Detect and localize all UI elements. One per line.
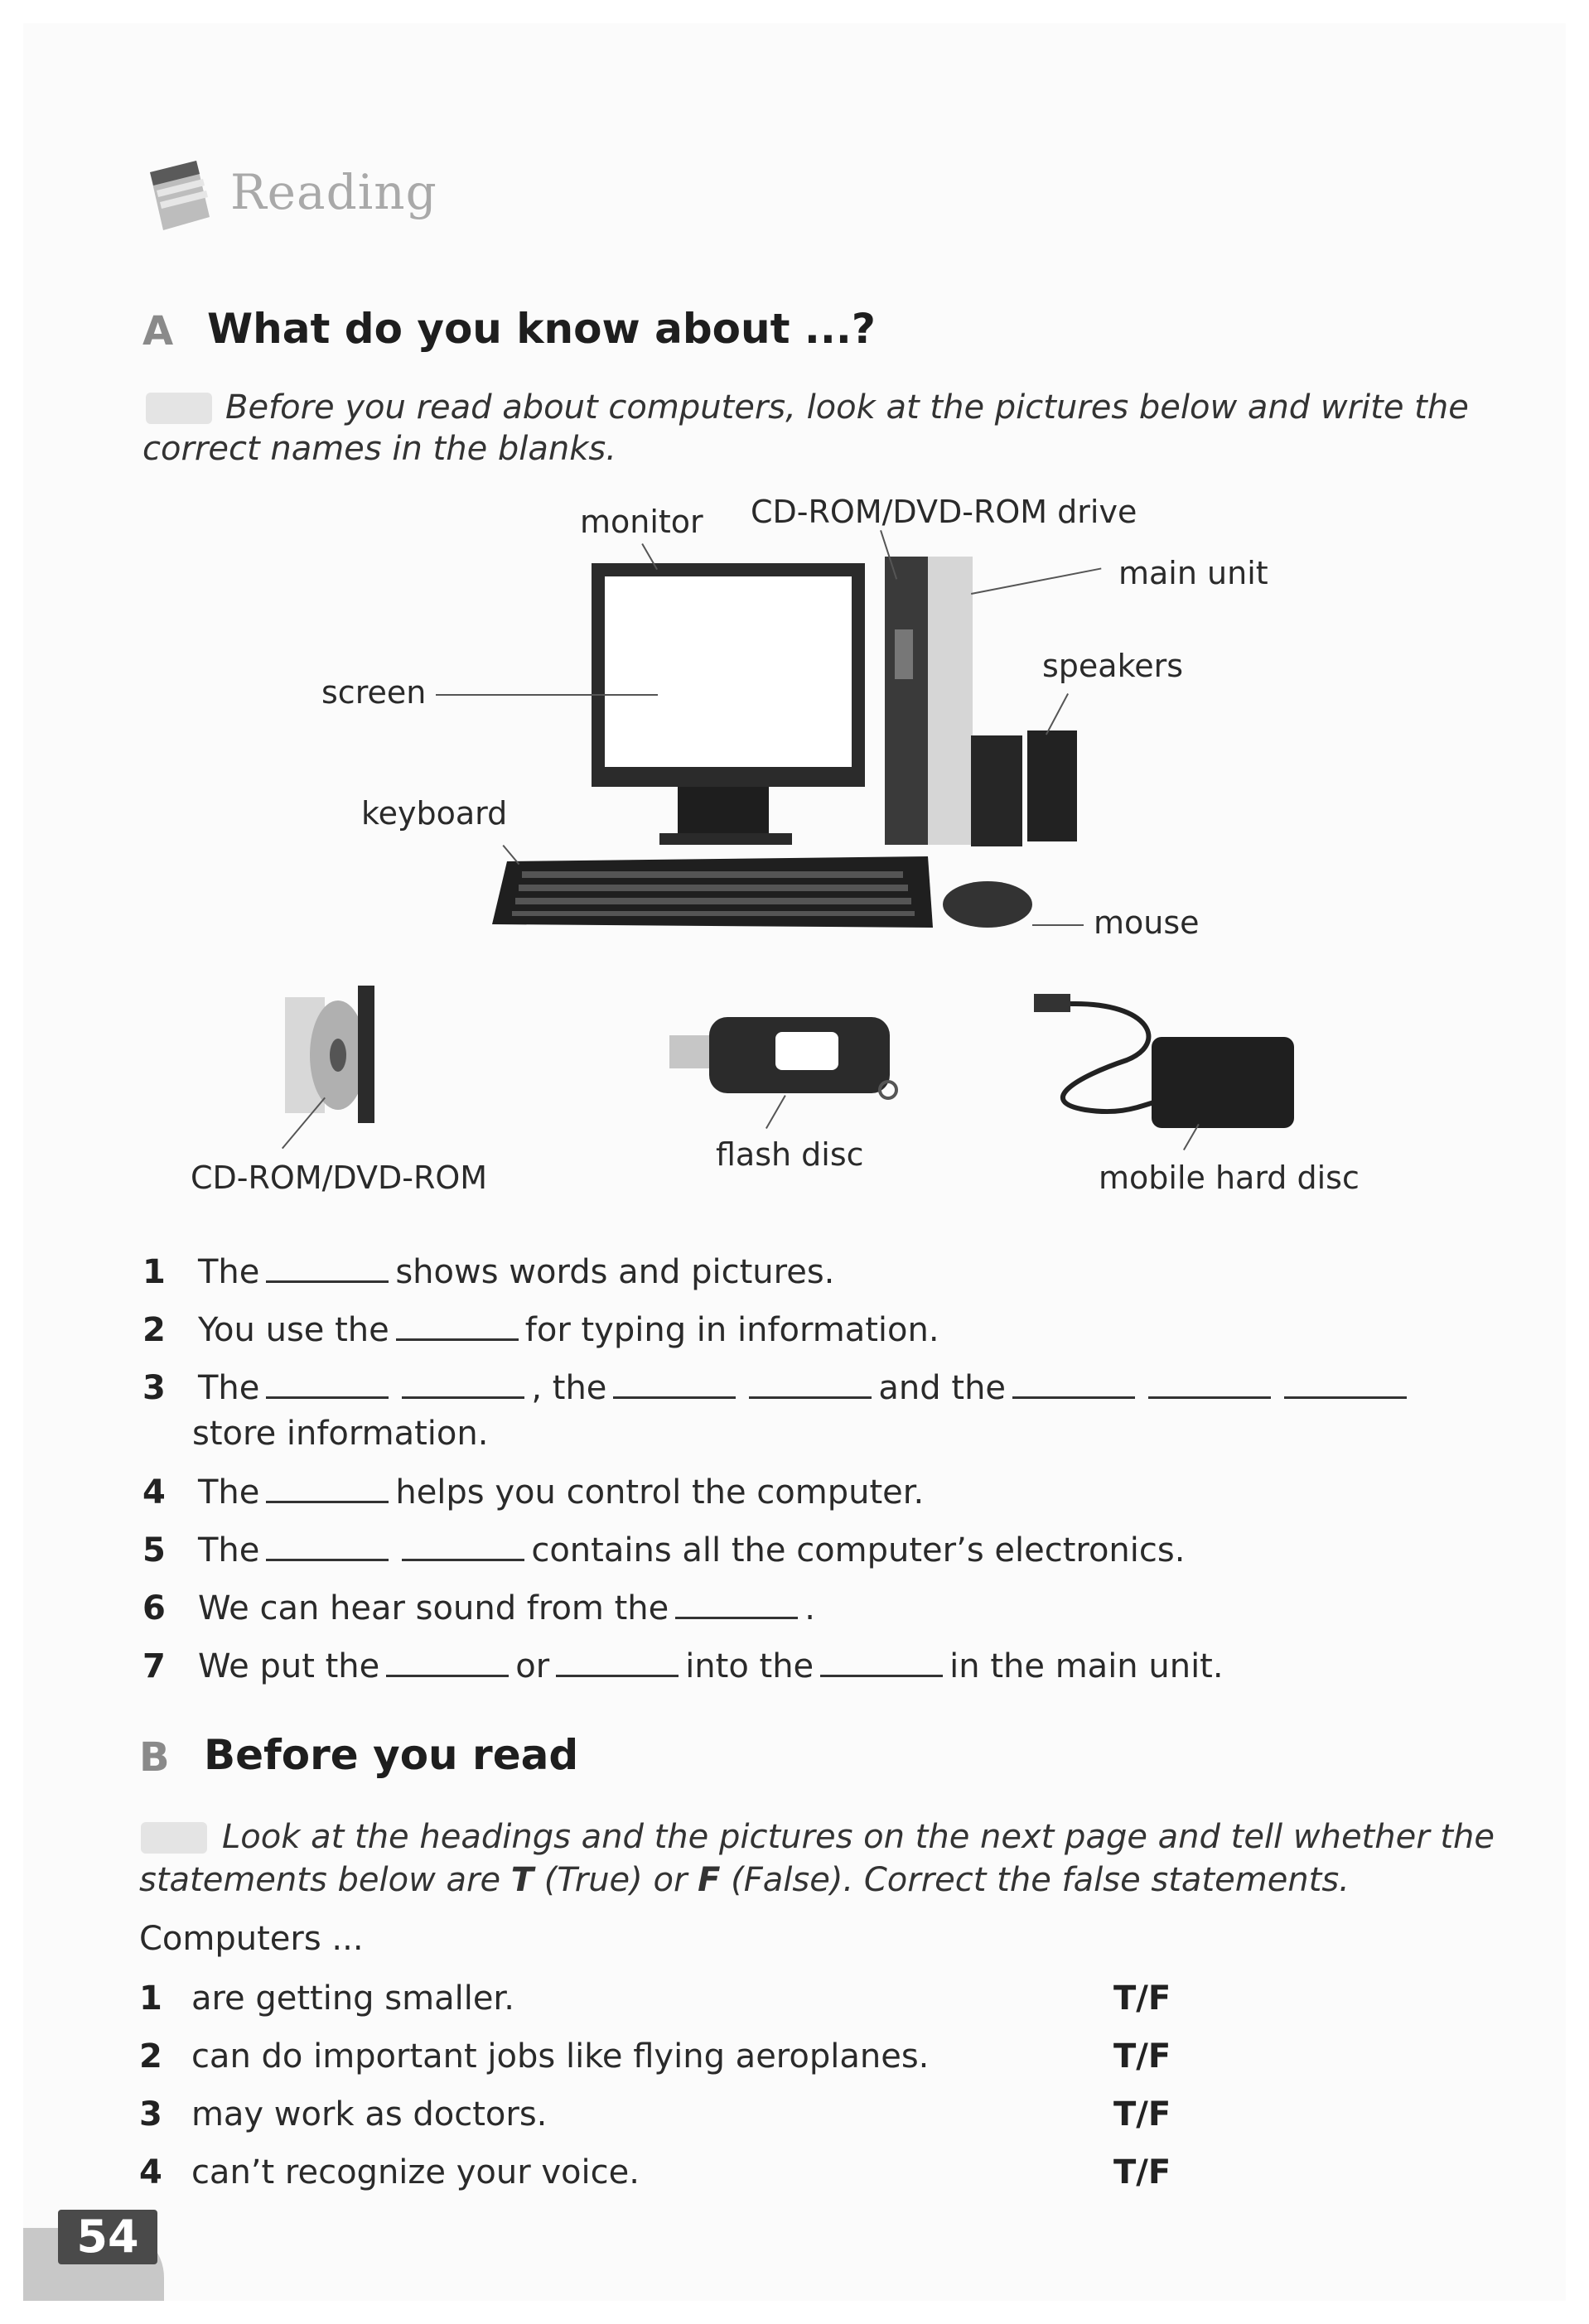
- question-number: 5: [142, 1531, 166, 1569]
- section-a-instruction-2: correct names in the blanks.: [142, 430, 616, 468]
- answer-blank[interactable]: [749, 1368, 872, 1399]
- answer-blank[interactable]: [402, 1368, 524, 1399]
- label-mouse: mouse: [1094, 904, 1200, 941]
- question-number: 6: [142, 1589, 166, 1627]
- leader-line-screen: [436, 694, 658, 696]
- statement-4: [139, 2153, 1216, 2191]
- label-cdrom: CD-ROM/DVD-ROM: [191, 1160, 488, 1196]
- question-text: , the: [531, 1369, 607, 1407]
- question-2: [142, 1310, 939, 1349]
- answer-blank[interactable]: [1284, 1368, 1407, 1399]
- question-text: You use the: [197, 1311, 389, 1349]
- section-b-instruction-1: Look at the headings and the pictures on the next page and tell whether the: [222, 1818, 1495, 1856]
- question-text: The: [197, 1473, 260, 1512]
- book-icon: [145, 157, 215, 234]
- section-title: Reading: [230, 164, 437, 220]
- instruction-false-letter: F: [698, 1861, 721, 1899]
- question-text: helps you control the computer.: [395, 1473, 925, 1512]
- instruction-icon: [141, 1822, 207, 1854]
- label-main-unit: main unit: [1118, 555, 1268, 591]
- true-false-choice[interactable]: T/F: [1113, 2037, 1171, 2076]
- screen-area: [605, 576, 852, 767]
- question-text: or: [515, 1647, 550, 1685]
- question-6: [142, 1589, 815, 1627]
- section-b-instruction-2: [139, 1859, 1350, 1902]
- true-false-choice[interactable]: T/F: [1113, 1979, 1171, 2018]
- question-text: .: [804, 1589, 815, 1627]
- question-text: The: [197, 1531, 260, 1569]
- answer-blank[interactable]: [820, 1647, 943, 1677]
- statement-text: may work as doctors.: [191, 2095, 548, 2134]
- question-1: [142, 1252, 834, 1291]
- question-text: for typing in information.: [524, 1311, 939, 1349]
- instruction-text: (False). Correct the false statements.: [720, 1861, 1350, 1899]
- label-flash-disc: flash disc: [716, 1136, 864, 1173]
- question-text: shows words and pictures.: [395, 1253, 835, 1291]
- statement-number: 4: [139, 2153, 162, 2191]
- question-text: contains all the computer’s electronics.: [531, 1531, 1186, 1569]
- page-number: 54: [58, 2210, 157, 2264]
- section-b-letter: B: [139, 1734, 170, 1781]
- answer-blank[interactable]: [266, 1368, 389, 1399]
- answer-blank[interactable]: [402, 1531, 524, 1561]
- label-keyboard: keyboard: [361, 795, 508, 832]
- statement-1: [139, 1979, 1216, 2018]
- label-mobile-hard-disc: mobile hard disc: [1099, 1160, 1360, 1196]
- statement-text: can’t recognize your voice.: [191, 2153, 640, 2191]
- question-7: [142, 1647, 1224, 1685]
- label-screen: screen: [321, 674, 427, 711]
- question-text: store information.: [192, 1415, 489, 1453]
- instruction-icon: [146, 393, 212, 424]
- answer-blank[interactable]: [1148, 1368, 1271, 1399]
- statements-lead: Computers ...: [139, 1920, 364, 1958]
- statement-number: 3: [139, 2095, 162, 2134]
- question-text: We put the: [197, 1647, 380, 1685]
- computer-diagram: [464, 547, 1127, 944]
- instruction-text: (True) or: [534, 1861, 698, 1899]
- statement-number: 2: [139, 2037, 162, 2076]
- answer-blank[interactable]: [266, 1473, 389, 1503]
- speaker-right: [1027, 730, 1077, 841]
- question-text: The: [197, 1369, 260, 1407]
- question-number: 4: [142, 1473, 166, 1512]
- question-number: 2: [142, 1311, 166, 1349]
- question-3-continued: [192, 1415, 488, 1453]
- instruction-true-letter: T: [510, 1861, 534, 1899]
- true-false-choice[interactable]: T/F: [1113, 2095, 1171, 2134]
- instruction-text: statements below are: [139, 1861, 511, 1899]
- label-monitor: monitor: [580, 504, 703, 540]
- mouse-shape: [943, 881, 1032, 928]
- question-text: The: [197, 1253, 260, 1291]
- question-5: [142, 1531, 1185, 1569]
- statement-3: [139, 2095, 1216, 2134]
- leader-line-mouse: [1032, 924, 1084, 926]
- answer-blank[interactable]: [613, 1368, 736, 1399]
- keyboard-shape: [492, 856, 933, 928]
- section-a-instruction-1: Before you read about computers, look at the pictures below and write the: [225, 388, 1469, 427]
- label-speakers: speakers: [1042, 648, 1184, 684]
- question-3: [142, 1368, 1413, 1407]
- answer-blank[interactable]: [396, 1310, 519, 1341]
- section-b-title: Before you read: [204, 1731, 579, 1779]
- true-false-choice[interactable]: T/F: [1113, 2153, 1171, 2191]
- mobile-hard-disc-image: [1027, 986, 1301, 1135]
- question-number: 7: [142, 1647, 166, 1685]
- question-text: and the: [878, 1369, 1007, 1407]
- section-a-letter: A: [142, 308, 174, 354]
- answer-blank[interactable]: [1012, 1368, 1135, 1399]
- answer-blank[interactable]: [266, 1252, 389, 1283]
- answer-blank[interactable]: [386, 1647, 509, 1677]
- question-text: We can hear sound from the: [197, 1589, 669, 1627]
- flash-disc-image: [664, 1010, 905, 1102]
- question-4: [142, 1473, 924, 1512]
- section-a-title: What do you know about ...?: [207, 305, 876, 353]
- answer-blank[interactable]: [266, 1531, 389, 1561]
- statement-2: [139, 2037, 1216, 2076]
- speaker-left: [971, 735, 1022, 846]
- cdrom-image: [278, 977, 386, 1126]
- statement-text: can do important jobs like flying aeroplanes.: [191, 2037, 930, 2076]
- statement-text: are getting smaller.: [191, 1979, 514, 2018]
- statement-number: 1: [139, 1979, 162, 2018]
- label-cdrom-drive: CD-ROM/DVD-ROM drive: [751, 494, 1137, 530]
- question-text: in the main unit.: [949, 1647, 1224, 1685]
- answer-blank[interactable]: [675, 1589, 798, 1619]
- question-number: 3: [142, 1369, 166, 1407]
- answer-blank[interactable]: [556, 1647, 679, 1677]
- question-number: 1: [142, 1253, 166, 1291]
- question-text: into the: [685, 1647, 814, 1685]
